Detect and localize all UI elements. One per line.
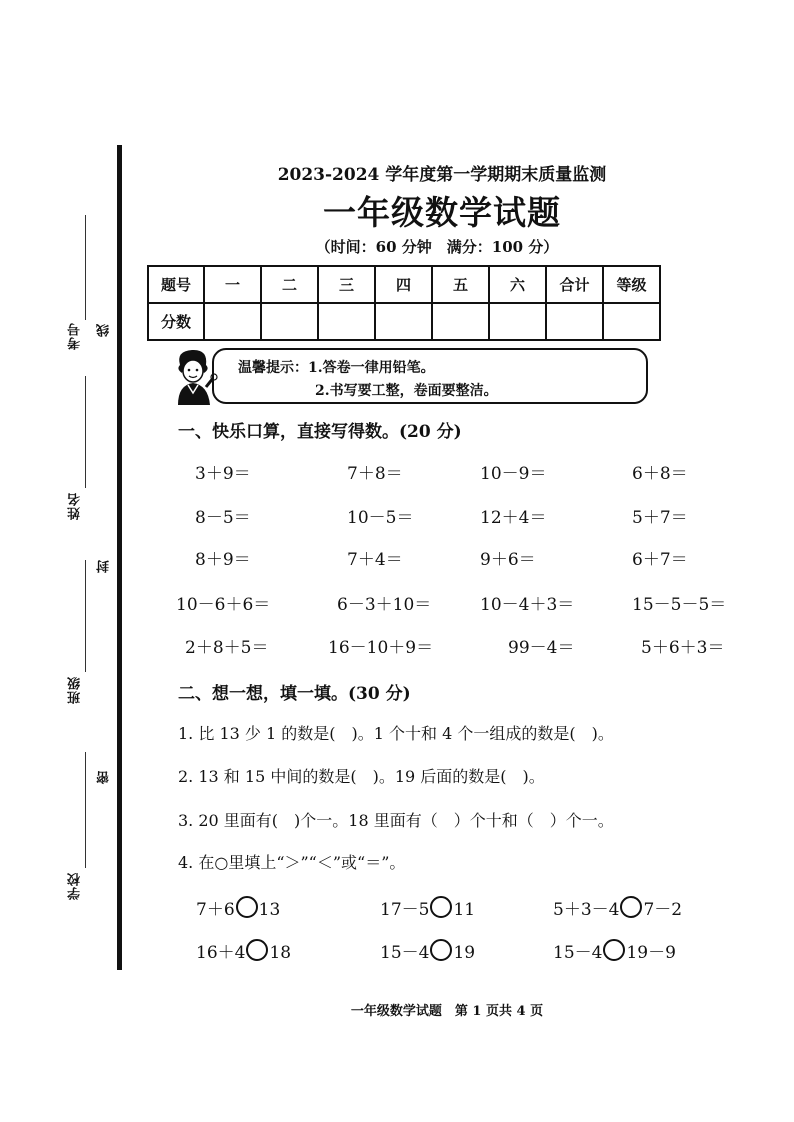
- score-input-cell[interactable]: [603, 303, 660, 340]
- compare-item: [380, 938, 475, 963]
- score-table-score-row: [148, 303, 660, 340]
- teacher-illustration-icon: [170, 347, 218, 407]
- score-table-cell: 三: [318, 266, 375, 303]
- compare-right: 18: [269, 943, 292, 963]
- equation: 15－5－5＝: [632, 595, 727, 615]
- score-input-cell[interactable]: [261, 303, 318, 340]
- equation: 10－4＋3＝: [480, 595, 575, 615]
- compare-circle[interactable]: [236, 896, 258, 918]
- field-class-label: 班级: [68, 676, 83, 704]
- seal-mark-xian: 线: [97, 324, 112, 337]
- equation: 5＋7＝: [632, 508, 688, 528]
- compare-circle[interactable]: [430, 939, 452, 961]
- score-input-cell[interactable]: [375, 303, 432, 340]
- compare-circle[interactable]: [246, 939, 268, 961]
- field-exam-number-label: 考号: [68, 322, 83, 350]
- equation: 10－6＋6＝: [176, 595, 271, 615]
- score-input-cell[interactable]: [489, 303, 546, 340]
- equation: 5＋6＋3＝: [641, 638, 725, 658]
- question-1: 1. 比 13 少 1 的数是( )。1 个十和 4 个一组成的数是( )。: [178, 724, 614, 743]
- score-input-cell[interactable]: [204, 303, 261, 340]
- equation: 3＋9＝: [195, 464, 251, 484]
- score-table-cell: 六: [489, 266, 546, 303]
- compare-item: [196, 895, 280, 920]
- field-school-line[interactable]: [85, 752, 86, 868]
- binding-line: [117, 145, 122, 970]
- compare-left: 17－5: [380, 900, 430, 920]
- equation: 6－3＋10＝: [337, 595, 432, 615]
- compare-left: 7＋6: [196, 900, 235, 920]
- compare-right: 11: [453, 900, 476, 920]
- compare-circle[interactable]: [620, 896, 642, 918]
- compare-item: [196, 938, 291, 963]
- compare-item: [380, 895, 475, 920]
- seal-mark-feng: 封: [97, 560, 112, 573]
- question-2: 2. 13 和 15 中间的数是( )。19 后面的数是( )。: [178, 767, 545, 786]
- field-name-label: 姓名: [68, 492, 83, 520]
- tips-line-1: 温馨提示：1.答卷一律用铅笔。: [238, 360, 435, 376]
- score-table-cell: 等级: [603, 266, 660, 303]
- compare-right: 19: [453, 943, 476, 963]
- equation: 12＋4＝: [480, 508, 547, 528]
- exam-time-info: （时间：60 分钟 满分：100 分）: [315, 238, 559, 256]
- score-table-cell: 题号: [148, 266, 204, 303]
- score-table-cell: 二: [261, 266, 318, 303]
- compare-left: 15－4: [380, 943, 430, 963]
- equation: 9＋6＝: [480, 550, 536, 570]
- equation: 10－5＝: [347, 508, 414, 528]
- score-table: [147, 265, 661, 341]
- equation: 7＋4＝: [347, 550, 403, 570]
- equation: 6＋7＝: [632, 550, 688, 570]
- compare-circle[interactable]: [603, 939, 625, 961]
- equation: 99－4＝: [508, 638, 575, 658]
- compare-item: [553, 938, 676, 963]
- section-2-heading: 二、想一想，填一填。(30 分): [178, 684, 411, 704]
- equation: 8－5＝: [195, 508, 251, 528]
- exam-title: 一年级数学试题: [323, 193, 561, 232]
- question-3: 3. 20 里面有( )个一。18 里面有（ ）个十和（ ）个一。: [178, 811, 614, 830]
- field-school-label: 学校: [68, 872, 83, 900]
- equation: 10－9＝: [480, 464, 547, 484]
- score-table-header-row: [148, 266, 660, 303]
- compare-item: [553, 895, 682, 920]
- score-input-cell[interactable]: [432, 303, 489, 340]
- compare-right: 7－2: [643, 900, 683, 920]
- field-class-line[interactable]: [85, 560, 86, 672]
- field-name-line[interactable]: [85, 376, 86, 488]
- equation: 2＋8＋5＝: [185, 638, 269, 658]
- score-table-cell: 分数: [148, 303, 204, 340]
- section-1-heading: 一、快乐口算，直接写得数。(20 分): [178, 422, 462, 442]
- score-table-cell: 五: [432, 266, 489, 303]
- score-input-cell[interactable]: [318, 303, 375, 340]
- equation: 7＋8＝: [347, 464, 403, 484]
- score-input-cell[interactable]: [546, 303, 603, 340]
- compare-left: 5＋3－4: [553, 900, 620, 920]
- compare-right: 19－9: [626, 943, 676, 963]
- compare-left: 16＋4: [196, 943, 246, 963]
- exam-subtitle: 2023-2024 学年度第一学期期末质量监测: [277, 165, 607, 185]
- compare-left: 15－4: [553, 943, 603, 963]
- seal-mark-mi: 密: [97, 771, 112, 784]
- question-4: 4. 在○里填上“＞”“＜”或“＝”。: [178, 853, 406, 872]
- equation: 6＋8＝: [632, 464, 688, 484]
- equation: 16－10＋9＝: [328, 638, 434, 658]
- page-footer: 一年级数学试题 第 1 页共 4 页: [350, 1004, 544, 1019]
- tips-line-2: 2.书写要工整，卷面要整洁。: [315, 383, 498, 399]
- compare-circle[interactable]: [430, 896, 452, 918]
- score-table-cell: 一: [204, 266, 261, 303]
- compare-right: 13: [258, 900, 281, 920]
- score-table-cell: 合计: [546, 266, 603, 303]
- equation: 8＋9＝: [195, 550, 251, 570]
- score-table-cell: 四: [375, 266, 432, 303]
